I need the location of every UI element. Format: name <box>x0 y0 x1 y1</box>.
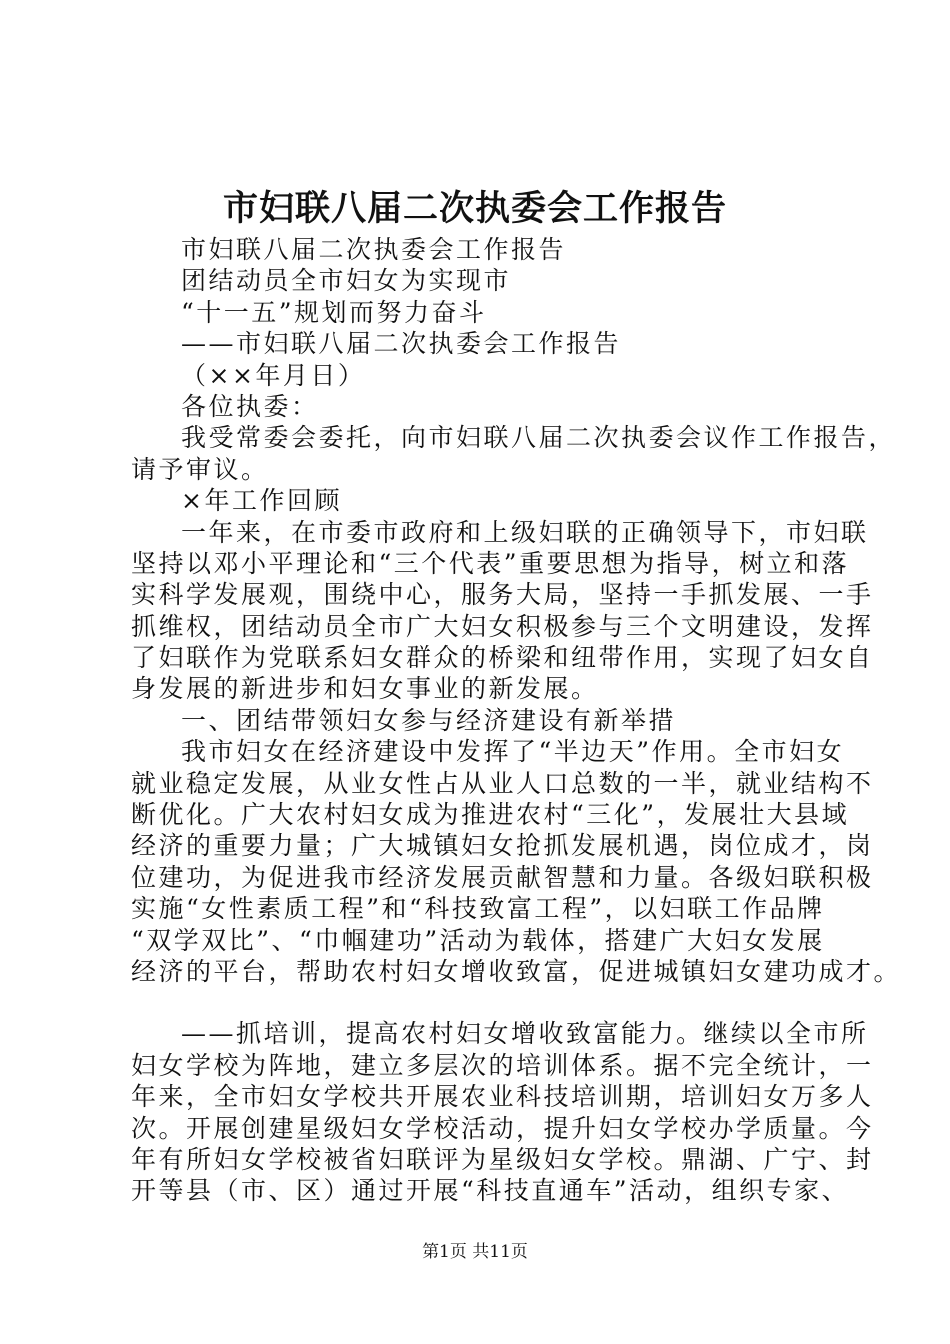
paragraph-line: （××年月日） <box>181 360 366 390</box>
paragraph-line: 身发展的新进步和妇女事业的新发展。 <box>131 674 599 704</box>
paragraph-line: ×年工作回顾 <box>181 486 342 516</box>
paragraph-line: 一年来，在市委市政府和上级妇联的正确领导下，市妇联 <box>181 517 869 547</box>
paragraph-line: ——市妇联八届二次执委会工作报告 <box>181 329 622 359</box>
paragraph-line: 实施“女性素质工程”和“科技致富工程”，以妇联工作品牌 <box>131 894 825 924</box>
paragraph-line: 次。开展创建星级妇女学校活动，提升妇女学校办学质量。今 <box>131 1113 874 1143</box>
paragraph-line: 我市妇女在经济建设中发挥了“半边天”作用。全市妇女 <box>181 737 845 767</box>
paragraph-line: 经济的平台，帮助农村妇女增收致富，促进城镇妇女建功成才。 <box>131 956 902 986</box>
paragraph-line: 就业稳定发展，从业女性占从业人口总数的一半，就业结构不 <box>131 768 874 798</box>
paragraph-line: 经济的重要力量；广大城镇妇女抢抓发展机遇，岗位成才，岗 <box>131 831 874 861</box>
paragraph-line: 年有所妇女学校被省妇联评为星级妇女学校。鼎湖、广宁、封 <box>131 1144 874 1174</box>
paragraph-line: 我受常委会委托，向市妇联八届二次执委会议作工作报告， <box>181 423 897 453</box>
paragraph-line: 团结动员全市妇女为实现市 <box>181 266 512 296</box>
paragraph-line: 一、团结带领妇女参与经济建设有新举措 <box>181 705 677 735</box>
paragraph-line: 位建功，为促进我市经济发展贡献智慧和力量。各级妇联积极 <box>131 862 874 892</box>
paragraph-line: 抓维权，团结动员全市广大妇女积极参与三个文明建设，发挥 <box>131 611 874 641</box>
paragraph-line: 断优化。广大农村妇女成为推进农村“三化”，发展壮大县域 <box>131 800 850 830</box>
paragraph-line: 了妇联作为党联系妇女群众的桥梁和纽带作用，实现了妇女自 <box>131 643 874 673</box>
paragraph-line: 各位执委： <box>181 391 319 421</box>
paragraph-line: 开等县（市、区）通过开展“科技直通车”活动，组织专家、 <box>131 1176 850 1206</box>
page-number-footer: 第1页 共11页 <box>422 1242 528 1262</box>
paragraph-line: ——抓培训，提高农村妇女增收致富能力。继续以全市所 <box>181 1019 869 1049</box>
paragraph-gap <box>131 987 841 1018</box>
paragraph-line: 坚持以邓小平理论和“三个代表”重要思想为指导，树立和落 <box>131 548 850 578</box>
paragraph-line: 实科学发展观，围绕中心，服务大局，坚持一手抓发展、一手 <box>131 580 874 610</box>
document-body <box>131 234 902 1207</box>
paragraph-line: 请予审议。 <box>131 454 269 484</box>
document-title: 市妇联八届二次执委会工作报告 <box>222 188 727 229</box>
paragraph-line: 市妇联八届二次执委会工作报告 <box>181 235 567 264</box>
paragraph-line: “双学双比”、“巾帼建功”活动为载体，搭建广大妇女发展 <box>131 925 825 955</box>
paragraph-line: “十一五”规划而努力奋斗 <box>181 297 487 327</box>
paragraph-line: 年来，全市妇女学校共开展农业科技培训期，培训妇女万多人 <box>131 1082 874 1112</box>
paragraph-line: 妇女学校为阵地，建立多层次的培训体系。据不完全统计，一 <box>131 1050 874 1080</box>
